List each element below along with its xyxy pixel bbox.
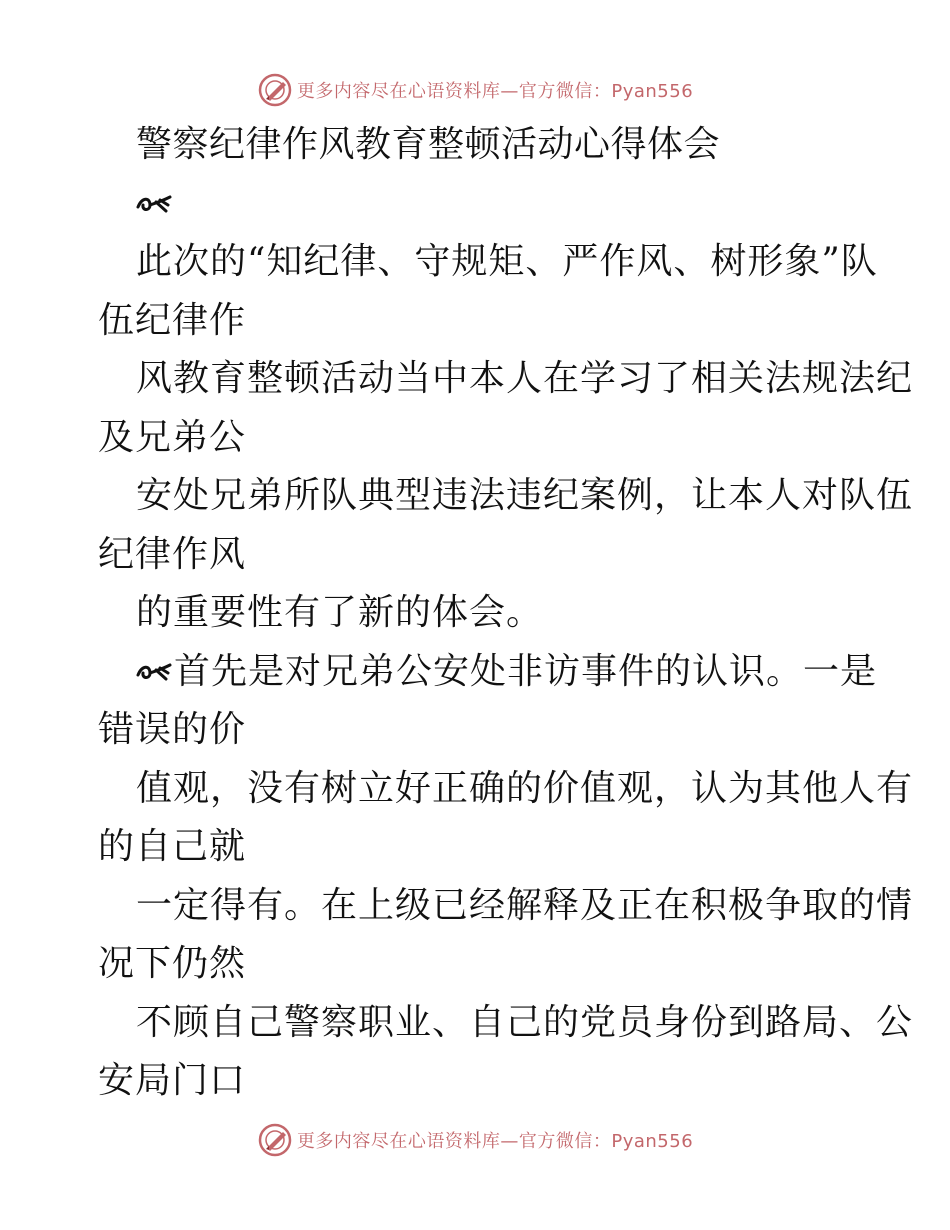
paragraph-line: 纪律作风 bbox=[98, 533, 247, 575]
paragraph-line-with-ornament bbox=[98, 643, 878, 702]
paragraph-line: 错误的价 bbox=[98, 709, 247, 750]
fleuron-ornament-icon bbox=[136, 193, 174, 217]
header-banner bbox=[0, 68, 950, 112]
paragraph-line: 此次的“知纪律、守规矩、严作风、树形象”队 bbox=[136, 241, 878, 282]
paragraph-line: 伍纪律作 bbox=[98, 299, 247, 341]
pen-logo-icon bbox=[257, 1122, 293, 1158]
paragraph-line: 的自己就 bbox=[98, 826, 247, 867]
paragraph-line: 不顾自己警察职业、自己的党员身份到路局、公 bbox=[136, 1001, 914, 1043]
paragraph-line: 一定得有。在上级已经解释及正在积极争取的情 bbox=[136, 884, 914, 926]
paragraph-line: 安局门口 bbox=[98, 1060, 247, 1101]
footer-banner bbox=[0, 1118, 950, 1162]
banner-text: 更多内容尽在心语资料库—官方微信：Pyan556 bbox=[296, 81, 694, 102]
paragraph-line: 况下仍然 bbox=[98, 943, 247, 984]
document-body bbox=[98, 116, 914, 1111]
paragraph-line: 及兄弟公 bbox=[98, 416, 247, 458]
paragraph-line: 值观，没有树立好正确的价值观，认为其他人有 bbox=[136, 767, 914, 809]
paragraph-line: 风教育整顿活动当中本人在学习了相关法规法纪 bbox=[136, 358, 914, 399]
paragraph-line: 的重要性有了新的体会。 bbox=[136, 592, 544, 633]
ornament-line bbox=[98, 175, 858, 234]
paragraph-line: 安处兄弟所队典型违法违纪案例，让本人对队伍 bbox=[136, 475, 914, 516]
paragraph-text: 首先是对兄弟公安处非访事件的认识。一是 bbox=[174, 650, 878, 692]
document-title: 警察纪律作风教育整顿活动心得体会 bbox=[136, 124, 721, 165]
fleuron-ornament-icon bbox=[136, 661, 174, 685]
pen-logo-icon bbox=[257, 72, 293, 108]
banner-text: 更多内容尽在心语资料库—官方微信：Pyan556 bbox=[296, 1131, 694, 1152]
